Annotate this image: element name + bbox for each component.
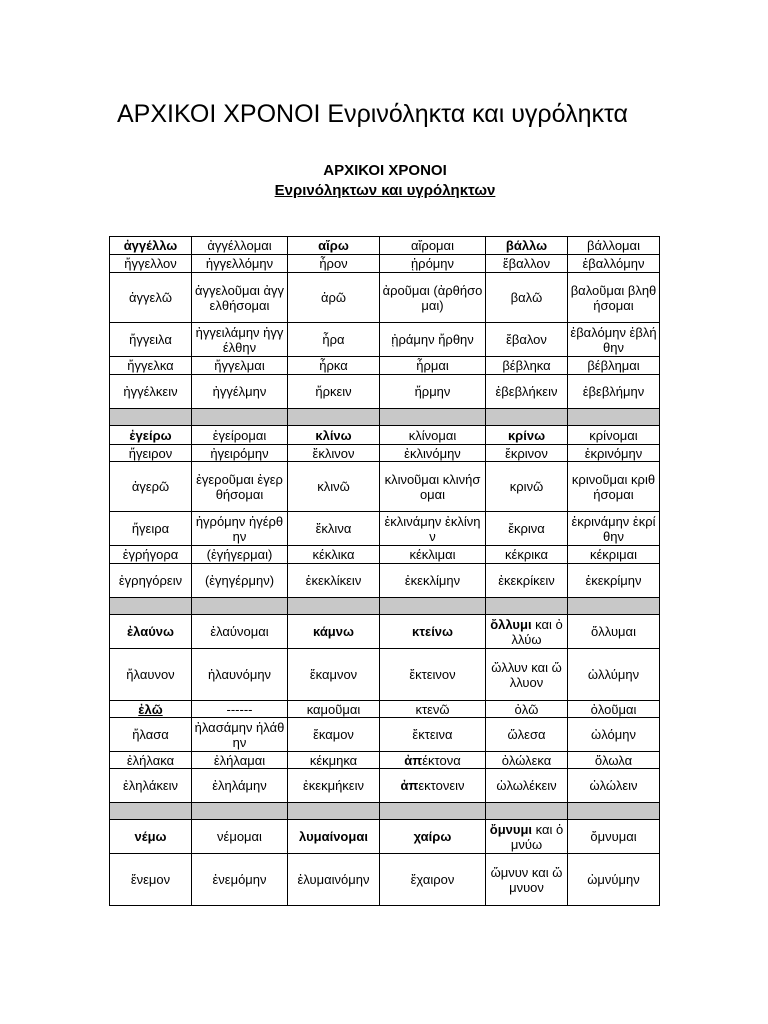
table-cell: ὤλλυν και ὤλλυον xyxy=(486,649,568,701)
table-cell: ἐκρινάμην ἐκρίθην xyxy=(568,512,660,546)
table-cell: ἐκεκλίκειν xyxy=(288,564,380,598)
table-cell: κλινῶ xyxy=(288,462,380,512)
table-cell: ------ xyxy=(192,701,288,718)
table-row xyxy=(110,445,660,462)
table-cell: (ἐγηγέρμην) xyxy=(192,564,288,598)
table-cell: ἐλαύνω xyxy=(110,615,192,649)
table-cell: ἐληλάκειν xyxy=(110,769,192,803)
separator-cell xyxy=(110,803,192,820)
table-cell: αἴρω xyxy=(288,237,380,255)
cell-bold-part: ὄλλυμι xyxy=(490,616,532,632)
table-cell: ἐβεβλήμην xyxy=(568,375,660,409)
table-cell: ᾐράμην ἤρθην xyxy=(380,323,486,357)
separator-cell xyxy=(486,409,568,426)
table-row xyxy=(110,854,660,906)
table-cell: ᾐρόμην xyxy=(380,255,486,273)
table-cell: ἤγειρα xyxy=(110,512,192,546)
table-row xyxy=(110,564,660,598)
table-cell: ἦρκα xyxy=(288,357,380,375)
table-cell: κρινοῦμαι κριθήσομαι xyxy=(568,462,660,512)
table-cell: κρινῶ xyxy=(486,462,568,512)
table-row xyxy=(110,718,660,752)
table-cell: ὀλῶ xyxy=(486,701,568,718)
separator-cell xyxy=(288,803,380,820)
table-cell: κέκμηκα xyxy=(288,752,380,769)
separator-row xyxy=(110,598,660,615)
table-cell: λυμαίνομαι xyxy=(288,820,380,854)
cell-rest-part: έκτονα xyxy=(422,752,461,768)
table-cell: ἠγγέλμην xyxy=(192,375,288,409)
table-cell: αἴρομαι xyxy=(380,237,486,255)
cell-rest-part: εκτονειν xyxy=(418,778,465,793)
table-cell: ἔκτεινα xyxy=(380,718,486,752)
table-cell: ἤγειρον xyxy=(110,445,192,462)
table-cell: ἤγγειλα xyxy=(110,323,192,357)
table-cell: ἔκλινα xyxy=(288,512,380,546)
table-cell: ἔκαμνον xyxy=(288,649,380,701)
table-cell xyxy=(380,769,486,803)
separator-cell xyxy=(568,409,660,426)
table-cell: ἀγγέλλομαι xyxy=(192,237,288,255)
table-row xyxy=(110,512,660,546)
table-cell: ἐβαλλόμην xyxy=(568,255,660,273)
table-cell: ἠλαυνόμην xyxy=(192,649,288,701)
table-cell: ἠγρόμην ἠγέρθην xyxy=(192,512,288,546)
table-cell: βάλλω xyxy=(486,237,568,255)
table-cell: ὀλοῦμαι xyxy=(568,701,660,718)
table-cell xyxy=(486,615,568,649)
table-cell: νέμομαι xyxy=(192,820,288,854)
table-cell: νέμω xyxy=(110,820,192,854)
separator-cell xyxy=(486,803,568,820)
table-row xyxy=(110,237,660,255)
table-cell: ἔκτεινον xyxy=(380,649,486,701)
table-cell: ὠλόμην xyxy=(568,718,660,752)
table-cell: ὀλώλεκα xyxy=(486,752,568,769)
table-row xyxy=(110,357,660,375)
table-cell: κλινοῦμαι κλινήσομαι xyxy=(380,462,486,512)
table-row xyxy=(110,820,660,854)
table-cell: ἐκεκρίμην xyxy=(568,564,660,598)
table-row xyxy=(110,701,660,718)
table-cell: ὠλωλέκειν xyxy=(486,769,568,803)
table-cell: ἐλαύνομαι xyxy=(192,615,288,649)
verb-table-body xyxy=(110,237,660,906)
table-cell: ἐληλάμην xyxy=(192,769,288,803)
table-cell: ἐλῶ xyxy=(110,701,192,718)
table-cell: (ἐγήγερμαι) xyxy=(192,546,288,564)
page-title: ΑΡΧΙΚΟΙ ΧΡΟΝΟΙ Ενρινόληκτα και υγρόληκτα xyxy=(117,100,628,128)
table-cell: ἤρκειν xyxy=(288,375,380,409)
table-row xyxy=(110,546,660,564)
table-cell: ἐκεκμήκειν xyxy=(288,769,380,803)
table-cell: ἐλήλακα xyxy=(110,752,192,769)
table-cell: ἐγεροῦμαι ἐγερθήσομαι xyxy=(192,462,288,512)
separator-cell xyxy=(486,598,568,615)
table-cell: ἐβαλόμην ἐβλήθην xyxy=(568,323,660,357)
table-cell xyxy=(486,820,568,854)
table-cell: ἠγειρόμην xyxy=(192,445,288,462)
table-cell: βαλῶ xyxy=(486,273,568,323)
separator-row xyxy=(110,409,660,426)
table-cell: ἠλασάμην ἠλάθην xyxy=(192,718,288,752)
table-cell: ἤλασα xyxy=(110,718,192,752)
table-cell: βέβλημαι xyxy=(568,357,660,375)
table-cell: ἔκλινον xyxy=(288,445,380,462)
table-cell: ὠμνύμην xyxy=(568,854,660,906)
table-cell: ἔνεμον xyxy=(110,854,192,906)
table-cell: κτείνω xyxy=(380,615,486,649)
table-cell: ἤλαυνον xyxy=(110,649,192,701)
table-cell: ἔκαμον xyxy=(288,718,380,752)
separator-cell xyxy=(380,409,486,426)
separator-cell xyxy=(192,803,288,820)
table-cell: ἠγγειλάμην ἠγγέλθην xyxy=(192,323,288,357)
table-cell: ἐκεκρίκειν xyxy=(486,564,568,598)
table-cell: κρίνομαι xyxy=(568,426,660,445)
separator-cell xyxy=(380,598,486,615)
table-cell: ἔχαιρον xyxy=(380,854,486,906)
table-cell: ἀγγελοῦμαι ἀγγελθήσομαι xyxy=(192,273,288,323)
table-cell: ἐβεβλήκειν xyxy=(486,375,568,409)
cell-bold-part: ἀπ xyxy=(400,778,419,793)
table-cell: ἔκρινα xyxy=(486,512,568,546)
table-cell: ἤγγελλον xyxy=(110,255,192,273)
separator-cell xyxy=(110,598,192,615)
table-cell: ἔβαλον xyxy=(486,323,568,357)
table-cell: ὄμνυμαι xyxy=(568,820,660,854)
table-row xyxy=(110,273,660,323)
separator-cell xyxy=(192,598,288,615)
table-cell: ἀγγέλλω xyxy=(110,237,192,255)
table-cell xyxy=(380,752,486,769)
table-cell: κέκλιμαι xyxy=(380,546,486,564)
table-cell: ἦρμαι xyxy=(380,357,486,375)
table-cell: ἠγγέλκειν xyxy=(110,375,192,409)
separator-cell xyxy=(110,409,192,426)
table-row xyxy=(110,375,660,409)
table-cell: ἐνεμόμην xyxy=(192,854,288,906)
table-cell: ἐγείρομαι xyxy=(192,426,288,445)
table-cell: ἤγγελμαι xyxy=(192,357,288,375)
table-cell: βαλοῦμαι βληθήσομαι xyxy=(568,273,660,323)
table-cell: ἀγερῶ xyxy=(110,462,192,512)
table-cell: κέκριμαι xyxy=(568,546,660,564)
separator-row xyxy=(110,803,660,820)
separator-cell xyxy=(192,409,288,426)
cell-bold-part: ἀπ xyxy=(404,752,423,768)
separator-cell xyxy=(380,803,486,820)
table-cell: ὠλλύμην xyxy=(568,649,660,701)
separator-cell xyxy=(568,803,660,820)
table-cell: ἤρμην xyxy=(380,375,486,409)
table-row xyxy=(110,649,660,701)
cell-bold-part: ὄμνυμι xyxy=(489,821,533,837)
table-cell: ὄλλυμαι xyxy=(568,615,660,649)
separator-cell xyxy=(568,598,660,615)
table-row xyxy=(110,752,660,769)
table-cell: κτενῶ xyxy=(380,701,486,718)
table-cell: ὄλωλα xyxy=(568,752,660,769)
table-cell: ὠλώλειν xyxy=(568,769,660,803)
table-cell: ἦρον xyxy=(288,255,380,273)
table-cell: ἐκρινόμην xyxy=(568,445,660,462)
table-cell: ἀροῦμαι (ἀρθήσομαι) xyxy=(380,273,486,323)
table-cell: ἀγγελῶ xyxy=(110,273,192,323)
table-row xyxy=(110,255,660,273)
table-cell: βέβληκα xyxy=(486,357,568,375)
table-cell: βάλλομαι xyxy=(568,237,660,255)
verb-tense-table xyxy=(109,236,660,906)
table-row xyxy=(110,323,660,357)
table-cell: καμοῦμαι xyxy=(288,701,380,718)
table-cell: ἐλήλαμαι xyxy=(192,752,288,769)
table-cell: ἐγείρω xyxy=(110,426,192,445)
table-row xyxy=(110,426,660,445)
table-cell: κέκλικα xyxy=(288,546,380,564)
table-cell: ἠγγελλόμην xyxy=(192,255,288,273)
table-row xyxy=(110,462,660,512)
table-cell: χαίρω xyxy=(380,820,486,854)
table-row xyxy=(110,769,660,803)
table-cell: κάμνω xyxy=(288,615,380,649)
table-cell: κρίνω xyxy=(486,426,568,445)
table-cell: ἤγγελκα xyxy=(110,357,192,375)
table-cell: ἦρα xyxy=(288,323,380,357)
table-cell: ἔβαλλον xyxy=(486,255,568,273)
table-cell: κλίνω xyxy=(288,426,380,445)
table-cell: ἐκλινάμην ἐκλίνην xyxy=(380,512,486,546)
table-cell: κλίνομαι xyxy=(380,426,486,445)
table-cell: ὤμνυν και ὤμνυον xyxy=(486,854,568,906)
table-row xyxy=(110,615,660,649)
cell-rest-part: και ὀλλύω xyxy=(511,616,563,647)
table-cell: ἐκεκλίμην xyxy=(380,564,486,598)
separator-cell xyxy=(288,409,380,426)
table-cell: ἐλυμαινόμην xyxy=(288,854,380,906)
table-title: ΑΡΧΙΚΟΙ ΧΡΟΝΟΙ xyxy=(323,162,447,179)
table-cell: κέκρικα xyxy=(486,546,568,564)
table-cell: ὤλεσα xyxy=(486,718,568,752)
table-cell: ἔκρινον xyxy=(486,445,568,462)
table-cell: ἀρῶ xyxy=(288,273,380,323)
table-cell: ἐκλινόμην xyxy=(380,445,486,462)
table-cell: ἐγρηγόρειν xyxy=(110,564,192,598)
separator-cell xyxy=(288,598,380,615)
table-cell: ἐγρήγορα xyxy=(110,546,192,564)
table-subtitle: Ενρινόληκτων και υγρόληκτων xyxy=(274,182,496,199)
cell-rest-part: και ὀμνύω xyxy=(510,821,564,852)
